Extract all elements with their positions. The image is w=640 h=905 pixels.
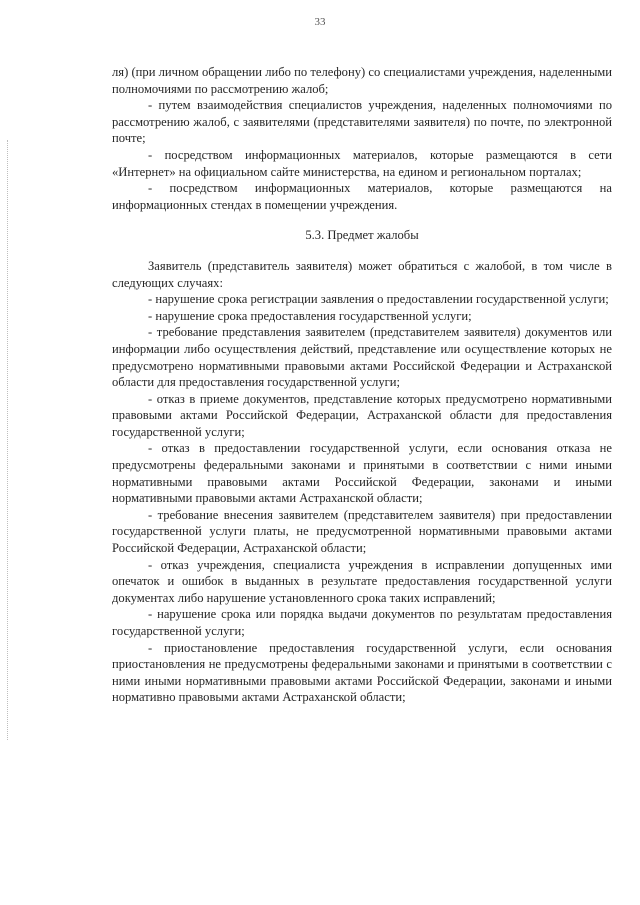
paragraph-continuation: ля) (при личном обращении либо по телефону) со специалистами учреждения, наделенными полномочиями по рассмотрению жалоб; — [112, 65, 612, 96]
scan-margin-mark — [7, 140, 9, 740]
intro-paragraph: Заявитель (представитель заявителя) может обратиться с жалобой, в том числе в следующих случаях: — [112, 258, 612, 290]
list-item-paragraph: - отказ учреждения, специалиста учреждения в исправлении допущенных ими опечаток и ошибок в выданных в результате предоставления государственной услуги документах либо нарушение установленного срока таких исправлений; — [112, 557, 612, 605]
list-item-paragraph: - путем взаимодействия специалистов учреждения, наделенных полномочиями по рассмотрению жалоб, с заявителями (представителями заявителя) по почте, по электронной почте; — [112, 98, 612, 146]
list-item-paragraph: - требование внесения заявителем (представителем заявителя) при предоставлении государственной услуги платы, не предусмотренной нормативными правовыми актами Российской Федерации, Астраханской области; — [112, 507, 612, 556]
list-item-paragraph: - посредством информационных материалов, которые размещаются в сети «Интернет» на официальном сайте министерства, на едином и региональном порталах; — [112, 147, 612, 179]
document-body — [112, 64, 612, 706]
list-item-paragraph: - нарушение срока предоставления государственной услуги; — [148, 308, 472, 323]
list-item-paragraph: - посредством информационных материалов, которые размещаются на информационных стендах в помещении учреждения. — [112, 181, 612, 212]
list-item-paragraph: - нарушение срока или порядка выдачи документов по результатам предоставления государственной услуги; — [112, 607, 612, 638]
section-heading: 5.3. Предмет жалобы — [305, 228, 419, 243]
list-item-paragraph: - отказ в приеме документов, представление которых предусмотрено нормативными правовыми актами Российской Федерации, Астраханской области для предоставления государственной услуги; — [112, 391, 612, 439]
page-number: 33 — [314, 16, 326, 28]
list-item-paragraph: - требование представления заявителем (представителем заявителя) документов или информации либо осуществления действий, представление или осуществление которых не предусмотрено нормативными правовыми актами Российской Федерации и Астраханской области для предоставления государственной услуги; — [112, 325, 612, 390]
list-item-paragraph: - отказ в предоставлении государственной услуги, если основания отказа не предусмотрены федеральными законами и принятыми в соответствии с ними иными нормативными правовыми актами Российской Федерации, законами и иными нормативными правовыми актами Астраханской области; — [112, 441, 612, 506]
list-item-paragraph: - нарушение срока регистрации заявления о предоставлении государственной услуги; — [148, 292, 609, 307]
list-item-paragraph: - приостановление предоставления государственной услуги, если основания приостановления не предусмотрены федеральными законами и принятыми в соответствии с ними иными нормативными правовыми актами Российской Федерации, законами и иными нормативно правовыми актами Астраханской области; — [112, 640, 612, 705]
